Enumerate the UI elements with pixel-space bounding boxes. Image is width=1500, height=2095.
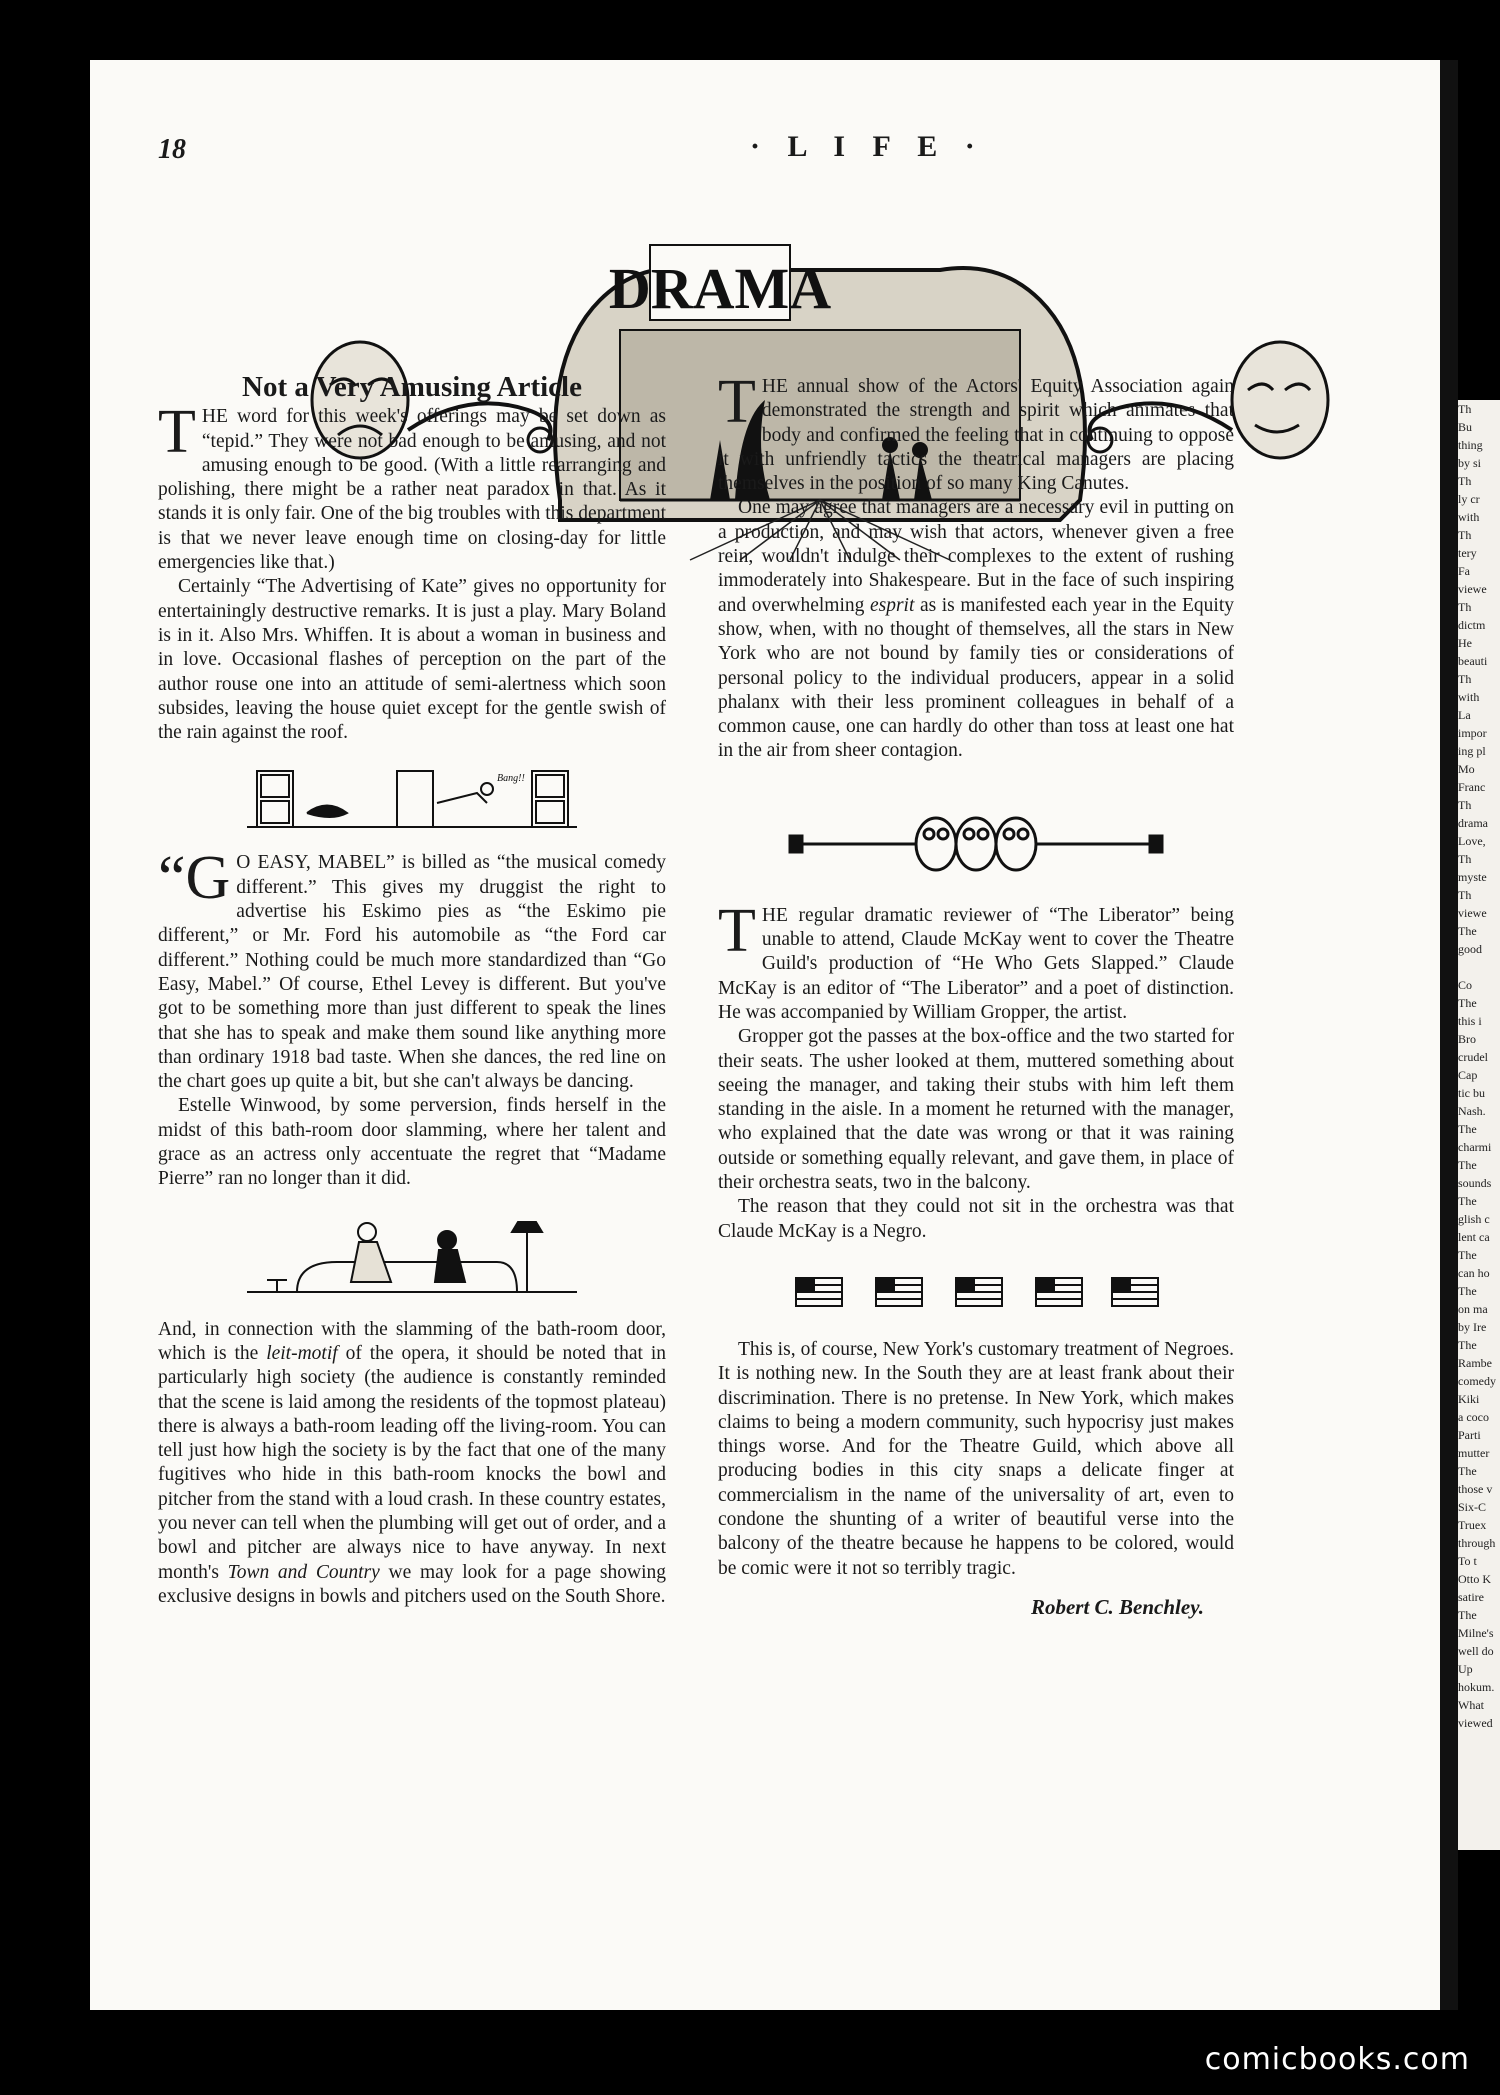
- adjacent-page-fragment-line: The: [1458, 1158, 1477, 1172]
- adjacent-page-fragment-line: The: [1458, 1608, 1477, 1622]
- left-paragraph-2: Certainly “The Advertising of Kate” gives no opportunity for entertainingly destructive remarks. It is just a play. Mary Boland is in it. Also Mrs. Whiffen. It is about a woman in business and in love. Occasional flashes of perception on the part of the author rouse one into an attitude of semi-alertness which soon subsides, leaving the house quiet except for the gentle swish of the rain against the roof.: [158, 576, 666, 744]
- adjacent-page-fragment-line: La: [1458, 708, 1471, 722]
- bang-text: Bang!!: [497, 773, 525, 785]
- adjacent-page-fragment-line: satire: [1458, 1590, 1484, 1604]
- paragraph-text: And, in connection with the slamming of the bath-room door, which is the: [158, 1318, 666, 1364]
- right-paragraph-1: [718, 368, 1234, 496]
- adjacent-page-fragment-line: tery: [1458, 546, 1477, 560]
- adjacent-page-fragment-line: viewe: [1458, 582, 1487, 596]
- flags-ornament: [786, 1272, 1166, 1312]
- adjacent-page-fragment-line: myste: [1458, 870, 1487, 884]
- right-column: [718, 368, 1235, 1619]
- left-column: [158, 371, 666, 1609]
- article-title: Not a Very Amusing Article: [242, 371, 582, 403]
- adjacent-page-fragment-line: lent ca: [1458, 1230, 1490, 1244]
- adjacent-page-fragment-line: beauti: [1458, 654, 1488, 668]
- paragraph-text: of the opera, it should be noted that in particularly high society (the audience is constantly reminded that the scene is laid among the residents of the topmost plateau) there is always a bath-room leading off the living-room. You can tell just how high the society is by the fact that one of the many fugitives who hide in this bath-room knocks the bowl and pitcher from the stand with a loud crash. In these country estates, you never can tell when the plumbing will get out of order, and a bowl and pitcher are always nice to have anyway. In next month's: [158, 1342, 666, 1583]
- author-signature: Robert C. Benchley.: [1030, 1594, 1204, 1619]
- adjacent-page-fragment-line: this i: [1458, 1014, 1482, 1028]
- adjacent-page-fragment-line: a coco: [1458, 1410, 1489, 1424]
- adjacent-page-fragment-line: Love,: [1458, 834, 1486, 848]
- adjacent-page-fragment-line: Up: [1458, 1662, 1473, 1676]
- adjacent-page-fragment-line: ly cr: [1458, 492, 1480, 506]
- adjacent-page-fragment-line: Kiki: [1458, 1392, 1480, 1406]
- paragraph-text: One may agree that managers are a necessary evil in putting on a production, and may wish that actors, whenever given a free rein, wouldn't indulge their complexes to the extent of rushing immoderately into Shakespeare. But in the face of such inspiring and overwhelming: [718, 497, 1234, 616]
- paragraph-text: HE regular dramatic reviewer of “The Liberator” being unable to attend, Claude McKay went to cover the Theatre Guild's production of “He Who Gets Slapped.” Claude McKay is an editor of “The Liberator” and a poet of distinction. He was accompanied by William Gropper, the artist.: [718, 904, 1234, 1023]
- adjacent-page-fragment-line: To t: [1458, 1554, 1477, 1568]
- left-paragraph-5: [158, 1318, 666, 1610]
- adjacent-page-fragment-line: The: [1458, 1284, 1477, 1298]
- paragraph-text: as is manifested each year in the Equity show, when, with no thought of themselves, all the stars in New York who are not bound by family ties or considerations of personal policy to the individual producers, appear in a solid phalanx with their less prominent colleagues in behalf of a common cause, one can hardly do other than toss at least one hat in the air from sheer contagion.: [718, 594, 1235, 762]
- right-paragraph-5: The reason that they could not sit in the orchestra was that Claude McKay is a Negro.: [718, 1196, 1234, 1242]
- adjacent-page-fragment-line: Th: [1458, 798, 1472, 812]
- adjacent-page-fragment-line: Milne's: [1458, 1626, 1494, 1640]
- adjacent-page-fragment-line: Rambe: [1458, 1356, 1492, 1370]
- adjacent-page-fragment-line: comedy: [1458, 1374, 1496, 1388]
- adjacent-page-fragment-line: can ho: [1458, 1266, 1490, 1280]
- adjacent-page-fragment-line: Th: [1458, 852, 1472, 866]
- adjacent-page-fragment-line: The: [1458, 1338, 1477, 1352]
- three-owls-ornament: [786, 804, 1166, 874]
- adjacent-page-fragment-line: by Ire: [1458, 1320, 1487, 1334]
- drop-cap: “G: [158, 844, 231, 913]
- left-paragraph-1: [158, 398, 666, 575]
- adjacent-page-fragment-line: hokum.: [1458, 1680, 1495, 1694]
- left-paragraph-4: Estelle Winwood, by some perversion, finds herself in the midst of this bath-room door slamming, where her talent and grace as an actress only accentuate the regret that “Madame Pierre” ran no longer than it did.: [158, 1095, 666, 1190]
- adjacent-page-fragment-line: those v: [1458, 1482, 1493, 1496]
- adjacent-page-fragment-line: impor: [1458, 726, 1487, 740]
- adjacent-page-fragment-line: Bu: [1458, 420, 1473, 434]
- page-number: 18: [158, 134, 186, 165]
- adjacent-page-fragment-line: He: [1458, 636, 1472, 650]
- paragraph-text: HE word for this week's offerings may be set down as “tepid.” They were not bad enough to be amusing, and not amusing enough to be good. (With a little rearranging and polishing, there might be a rather neat paradox in that. As it stands it is only fair. One of the big troubles with this department is that we never leave enough time on closing-day for little emergencies like that.): [158, 406, 666, 574]
- adjacent-page-fragment-line: Mo: [1458, 762, 1475, 776]
- adjacent-page-fragment-line: sounds: [1458, 1176, 1492, 1190]
- adjacent-page-fragment-line: viewe: [1458, 906, 1487, 920]
- adjacent-page-fragment-line: Six-C: [1458, 1500, 1487, 1514]
- adjacent-page-fragment-line: What: [1458, 1698, 1484, 1712]
- adjacent-page-fragment-line: glish c: [1458, 1212, 1490, 1226]
- adjacent-page-fragment-line: Bro: [1458, 1032, 1476, 1046]
- adjacent-page-fragment-line: dictm: [1458, 618, 1486, 632]
- watermark: comicbooks.com: [1204, 2042, 1470, 2077]
- adjacent-page-fragment-line: Fa: [1458, 564, 1470, 578]
- italic-term: esprit: [869, 594, 915, 616]
- adjacent-page-fragment-line: with: [1458, 510, 1480, 524]
- paragraph-text: O EASY, MABEL” is billed as “the musical comedy different.” This gives my druggist the right to advertise his Eskimo pies as “the Eskimo pie different,” or Mr. Ford his automobile as “the Ford car different.” Nothing could be much more standardized than “Go Easy, Mabel.” Of course, Ethel Levey is different. But you've got to be something more than just different to speak the lines that she has to speak and make them sound like anything more than ordinary 1918 bad taste. When she dances, the red line on the chart goes up quite a bit, but she can't always be dancing.: [158, 852, 666, 1093]
- adjacent-page-fragment-line: tic bu: [1458, 1086, 1485, 1100]
- drop-cap: T: [718, 368, 756, 436]
- adjacent-page-fragment-line: The: [1458, 924, 1477, 938]
- adjacent-page-fragment-line: drama: [1458, 816, 1488, 830]
- adjacent-page-fragment-line: Th: [1458, 600, 1472, 614]
- left-paragraph-3: [158, 844, 666, 1094]
- adjacent-page-fragment-line: Th: [1458, 672, 1472, 686]
- right-paragraph-4: Gropper got the passes at the box-office and the two started for their seats. The usher looked at them, muttered something about seeing the manager, and taking their stubs with him left them standing in the aisle. In a moment he returned with the manager, who explained that the date was wrong or that it was raining outside or something equally relevant, and gave them, in place of their orchestra seats, two in the balcony.: [718, 1026, 1234, 1194]
- paragraph-text: we may look for a page showing exclusive designs in bowls and pitchers used on the South Shore.: [158, 1561, 666, 1607]
- right-paragraph-2: [718, 496, 1234, 763]
- adjacent-page-fragment-line: on ma: [1458, 1302, 1488, 1316]
- adjacent-page-fragment-line: Otto K: [1458, 1572, 1491, 1586]
- adjacent-page-fragment-line: The: [1458, 1464, 1477, 1478]
- adjacent-page-fragment-line: charmi: [1458, 1140, 1492, 1154]
- right-paragraph-6: This is, of course, New York's customary treatment of Negroes. It is nothing new. In the South they are at least frank about their discrimination. There is no pretense. In New York, which makes claims to being a modern community, such hypocrisy just makes things worse. And for the Theatre Guild, which above all producing bodies in this city snaps a delicate finger at commercialism in the name of the universality of art, even to condone the shunting of a writer of beautiful verse into the balcony of the theatre because he happens to be colored, would be comic were it not so terribly tragic.: [718, 1338, 1234, 1579]
- adjacent-page-fragment-line: Nash.: [1458, 1104, 1486, 1118]
- adjacent-page-fragment-line: thing: [1458, 438, 1483, 452]
- paragraph-text: HE annual show of the Actors' Equity Association again demonstrated the strength and spirit which animates that body and confirmed the feeling that in continuing to oppose it with unfriendly tactics the theatrical managers are placing themselves in the position of so many King Canutes.: [718, 376, 1234, 495]
- page-gutter: [1440, 60, 1458, 2010]
- drop-cap: T: [158, 398, 196, 467]
- adjacent-page-fragment-line: crudel: [1458, 1050, 1488, 1064]
- right-paragraph-3: [718, 896, 1234, 1025]
- couple-on-sofa-illustration: [247, 1210, 577, 1300]
- adjacent-page-fragment-line: through: [1458, 1536, 1496, 1550]
- adjacent-page-fragment-line: ing pl: [1458, 744, 1486, 758]
- adjacent-page-fragment-line: The: [1458, 1248, 1477, 1262]
- adjacent-page-fragment-line: Co: [1458, 978, 1473, 992]
- adjacent-page-fragment-line: Th: [1458, 474, 1472, 488]
- adjacent-page-fragment-line: The: [1458, 1194, 1477, 1208]
- adjacent-page-fragment-line: Th: [1458, 888, 1472, 902]
- adjacent-page-fragment-line: by si: [1458, 456, 1482, 470]
- adjacent-page-fragment-line: Truex: [1458, 1518, 1487, 1532]
- adjacent-page-fragment-line: The: [1458, 996, 1477, 1010]
- door-slamming-illustration: [247, 763, 577, 833]
- adjacent-page-fragment-line: well do: [1458, 1644, 1494, 1658]
- drop-cap: T: [718, 896, 756, 965]
- banner-title: DRAMA: [608, 256, 832, 321]
- adjacent-page-fragment-line: with: [1458, 690, 1480, 704]
- adjacent-page-fragment-line: viewed: [1458, 1716, 1493, 1730]
- adjacent-page-fragment: [1458, 400, 1500, 1850]
- adjacent-page-fragment-line: mutter: [1458, 1446, 1490, 1460]
- adjacent-page-fragment-line: Th: [1458, 402, 1472, 416]
- adjacent-page-fragment-line: [1458, 958, 1500, 976]
- adjacent-page-fragment-line: Franc: [1458, 780, 1486, 794]
- adjacent-page-fragment-line: The: [1458, 1122, 1477, 1136]
- magazine-page: [90, 60, 1450, 2010]
- italic-term: leit-motif: [266, 1342, 338, 1364]
- adjacent-page-fragment-line: Th: [1458, 528, 1472, 542]
- italic-title: Town and Country: [227, 1561, 380, 1583]
- magazine-masthead: · L I F E ·: [750, 130, 985, 163]
- adjacent-page-fragment-line: Parti: [1458, 1428, 1481, 1442]
- adjacent-page-fragment-line: good: [1458, 942, 1482, 956]
- adjacent-page-fragment-line: Cap: [1458, 1068, 1478, 1082]
